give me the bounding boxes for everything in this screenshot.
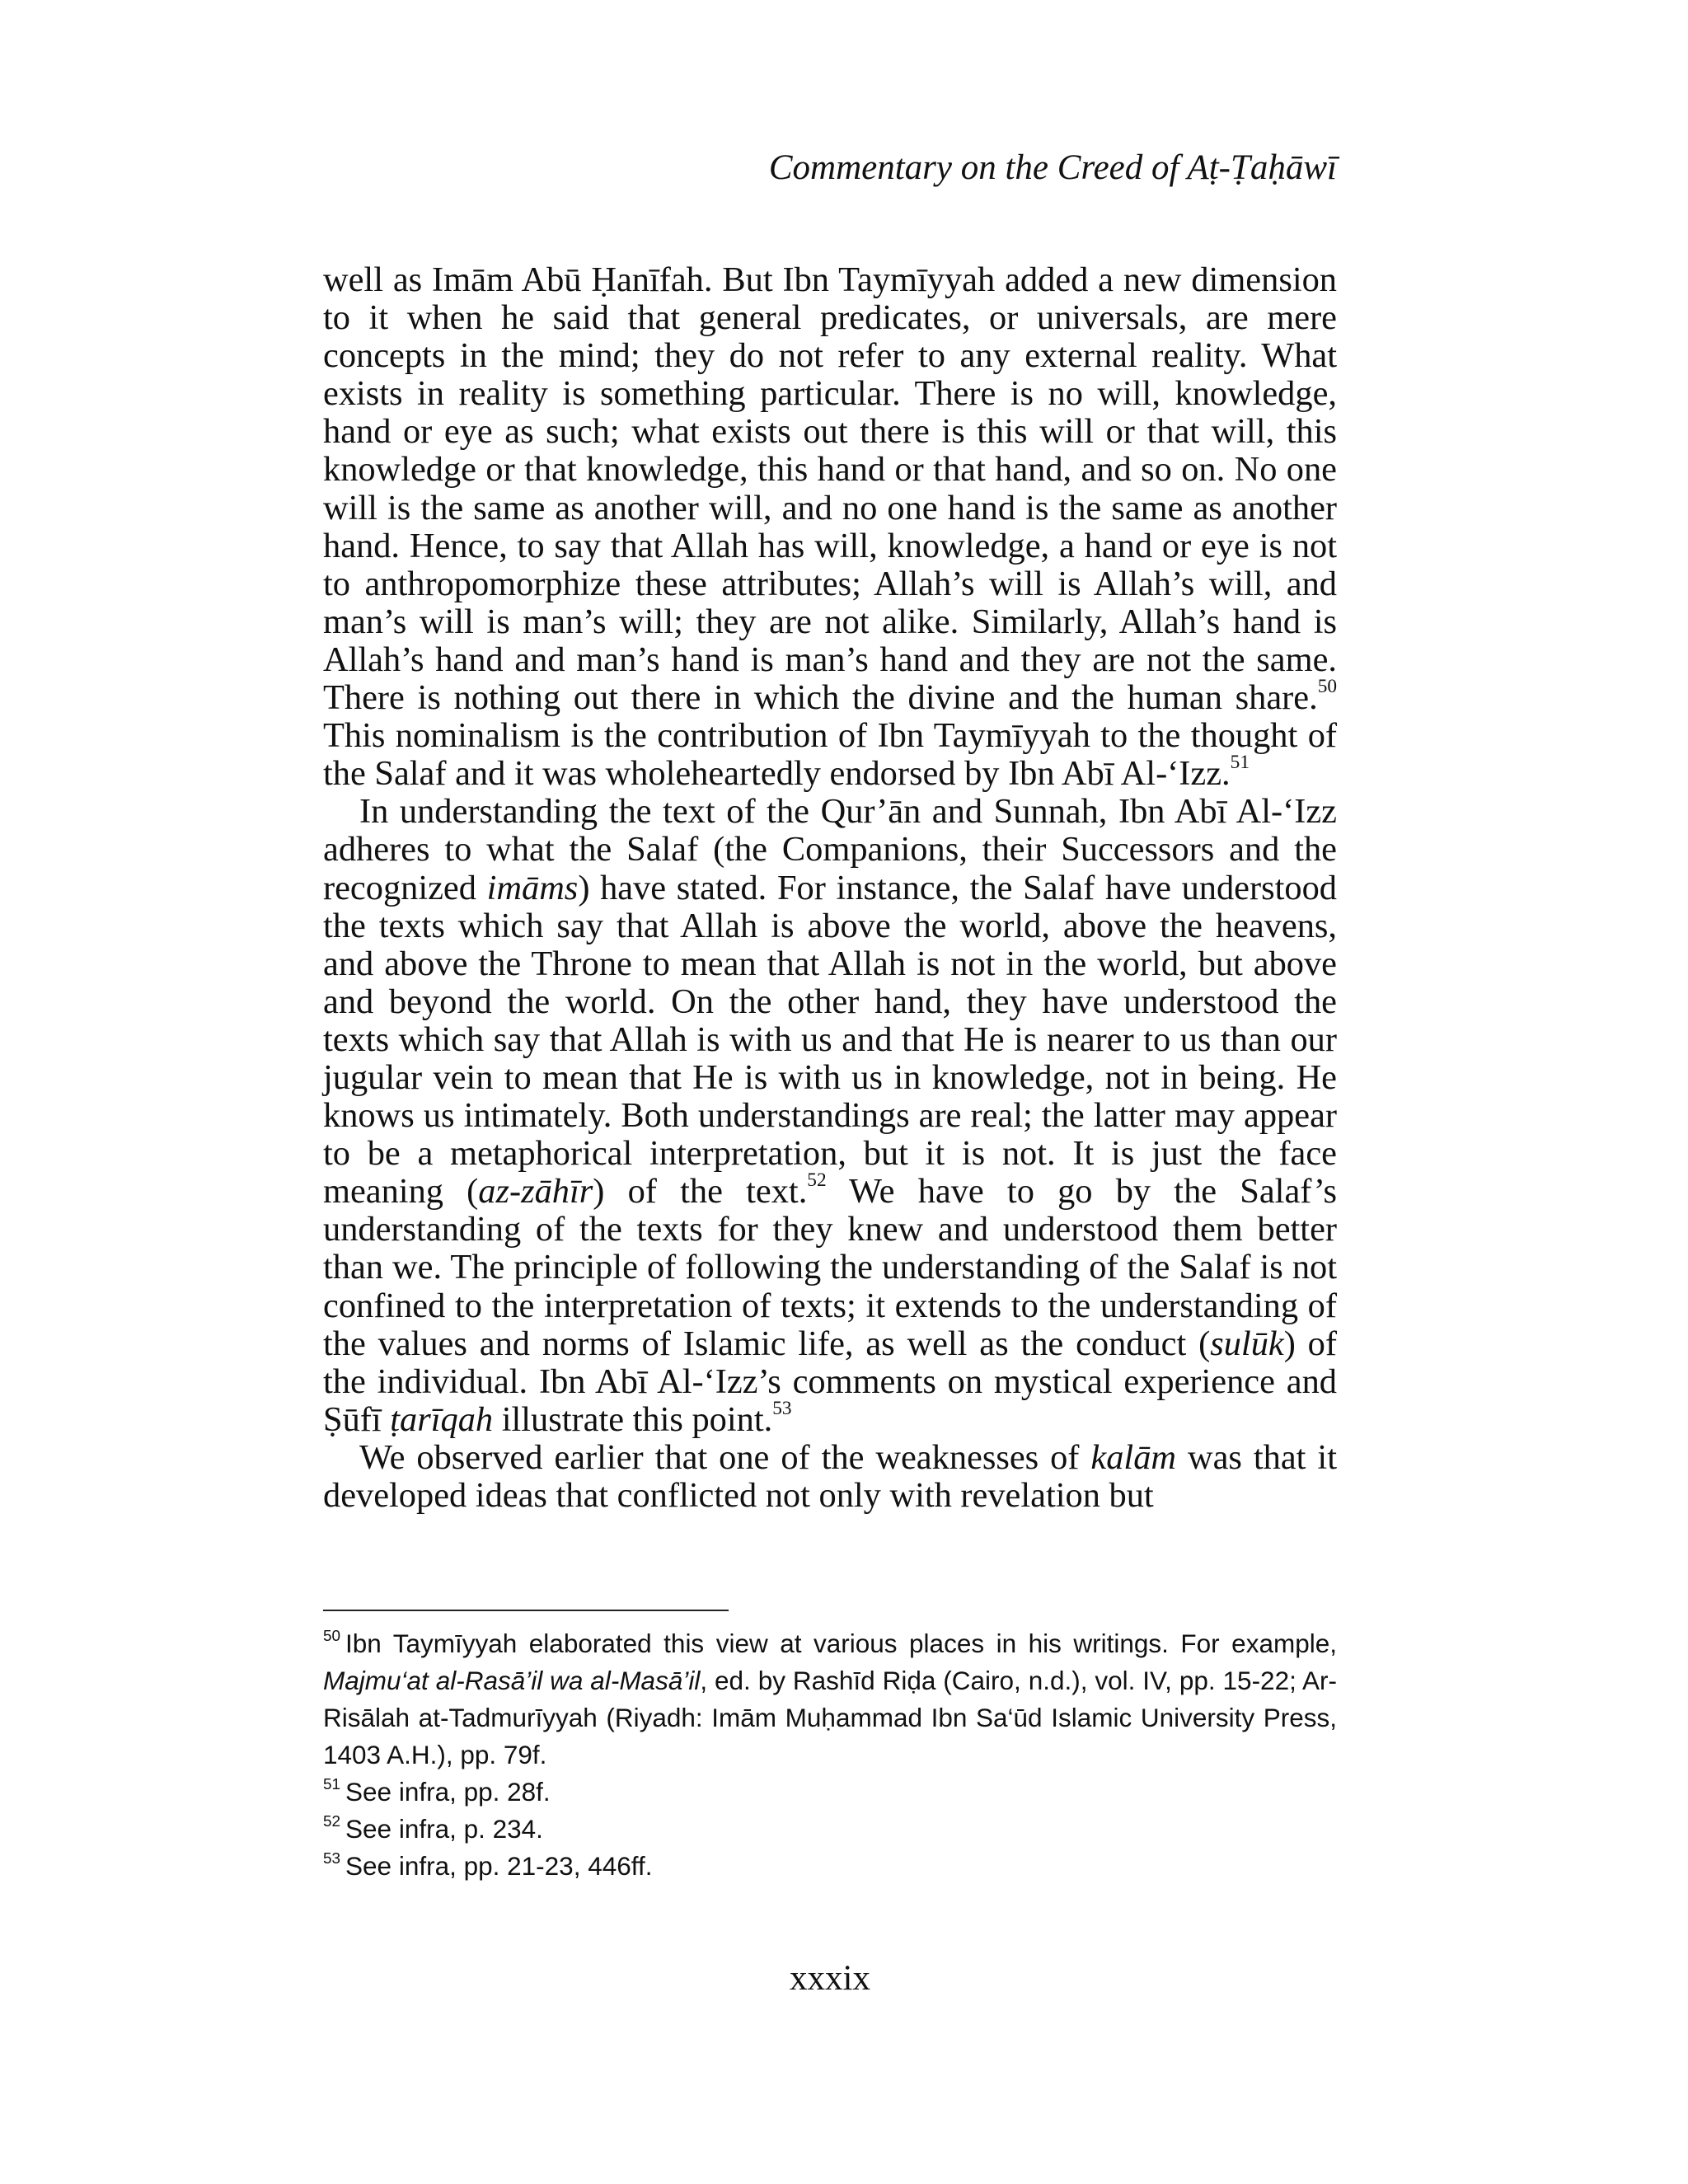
footnote-italic: Majmu‘at al-Rasā’il wa al-Masā’il [323,1666,701,1695]
footnotes [323,1625,1337,1885]
footnote [323,1848,1337,1885]
text-run: ) of the individual. Ibn Abī Al-‘Izz’s comments on mystical experience and Ṣūfī [323,1324,1337,1439]
footnote-divider [323,1610,729,1611]
paragraph [323,1439,1337,1515]
text-run: We have to go by the Salaf’s understanding of the texts for they knew and understood them better than we. The principle of following the understanding of the Salaf is not confined to the interpretation of texts; it extends to the understanding of the values and norms of Islamic life, as well as the conduct ( [323,1172,1338,1363]
italic-term: imāms [486,868,579,907]
body-text [323,261,1337,1515]
text-run: well as Imām Abū Ḥanīfah. But Ibn Taymīyyah added a new dimension to it when he said that general predicates, or universals, are mere concepts in the mind; they do not refer to any external reality. What exists in reality is something particular. There is no will, knowledge, hand or eye as such; what exists out there is this will or that will, this knowledge or that knowledge, this hand or that hand, and so on. No one will is the same as another will, and no one hand is the same as another hand. Hence, to say that Allah has will, knowledge, a hand or eye is not to anthropomorphize these attributes; Allah’s will is Allah’s will, and man’s will is man’s will; they are not alike. Similarly, Allah’s hand is Allah’s hand and man’s hand is man’s hand and they are not the same. There is nothing out there in which the divine and the human share. [323,260,1337,718]
footnote-number: 50 [323,1627,341,1645]
paragraph [323,261,1337,793]
text-run: was that it developed ideas that conflicted not only with revelation but [323,1437,1337,1515]
footnote-text: See infra, pp. 28f. [345,1777,551,1807]
paragraph [323,793,1337,1439]
footnote-text: Ibn Taymīyyah elaborated this view at various places in his writings. For example, [345,1629,1337,1658]
italic-term: ṭarīqah [390,1399,494,1439]
page-number: xxxix [790,1959,870,1998]
footnote-ref: 51 [1230,752,1250,774]
footnote-text: , ed. by Rashīd Riḍa (Cairo, n.d.), vol. IV, pp. 15-22; Ar-Risālah at-Tadmurīyyah (Riyadh: Imām Muḥammad Ibn Sa‘ūd Islamic University Press, 1403 A.H.), pp. 79f. [323,1666,1338,1769]
footnote [323,1811,1337,1848]
text-run: This nominalism is the contribution of Ibn Taymīyyah to the thought of the Salaf and it was wholeheartedly endorsed by Ibn Abī Al-‘Izz. [323,716,1337,794]
book-page [323,0,1337,2184]
italic-term: sulūk [1210,1324,1284,1363]
footnote-number: 53 [323,1849,341,1868]
footnote-text: See infra, pp. 21-23, 446ff. [345,1851,653,1881]
footnote [323,1625,1337,1774]
text-run: We observed earlier that one of the weaknesses of [359,1437,1091,1477]
italic-term: kalām [1090,1437,1177,1477]
footnote-text: See infra, p. 234. [345,1814,543,1844]
footnote [323,1774,1337,1811]
text-run: ) of the text. [593,1172,808,1212]
italic-term: az-zāhīr [478,1172,593,1212]
text-run: ) have stated. For instance, the Salaf have understood the texts which say that Allah is above the world, above the heavens, and above the Throne to mean that Allah is not in the world, but above and beyond the world. On the other hand, they have understood the texts which say that Allah is with us and that He is nearer to us than our jugular vein to mean that He is with us in knowledge, not in being. He knows us intimately. Both understandings are real; the latter may appear to be a metaphorical interpretation, but it is not. It is just the face meaning ( [323,868,1337,1212]
footnote-ref: 52 [807,1169,827,1192]
footnote-ref: 50 [1317,676,1337,698]
footnote-ref: 53 [772,1398,792,1419]
text-run: In understanding the text of the Qur’ān and Sunnah, Ibn Abī Al-‘Izz adheres to what the Salaf (the Companions, their Successors and the recognized [323,792,1337,907]
running-head: Commentary on the Creed of Aṭ-Ṭaḥāwī [768,148,1337,187]
text-run: illustrate this point. [493,1399,773,1439]
footnote-number: 52 [323,1812,341,1830]
footnote-number: 51 [323,1775,341,1793]
